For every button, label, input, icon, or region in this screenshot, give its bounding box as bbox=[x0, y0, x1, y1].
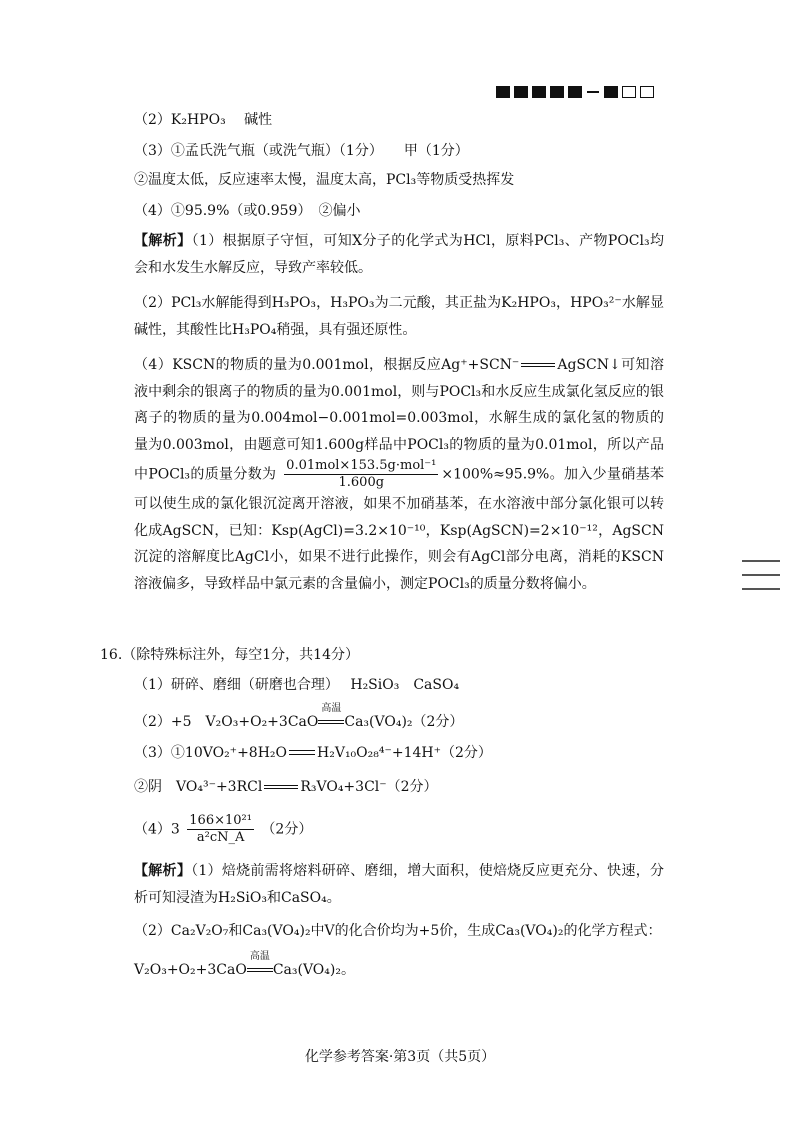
equation-left: （3）①10VO₂⁺+8H₂O bbox=[134, 745, 288, 761]
analysis-paragraph-4 bbox=[134, 858, 664, 911]
analysis-paragraph-3 bbox=[134, 352, 664, 597]
page-footer: 化学参考答案·第3页（共5页） bbox=[304, 1049, 496, 1065]
fraction-denominator: a²cN_A bbox=[196, 830, 245, 845]
fraction-numerator: 0.01mol×153.5g·mol⁻¹ bbox=[286, 458, 437, 473]
equation-right: Ca₃(VO₄)₂（2分） bbox=[344, 714, 464, 730]
header-square-open bbox=[622, 86, 636, 98]
condition-text: 高温 bbox=[321, 703, 342, 714]
q16-answer-4 bbox=[134, 777, 438, 797]
equation-line bbox=[134, 951, 355, 980]
mass-fraction bbox=[284, 458, 438, 491]
binding-line bbox=[742, 588, 780, 590]
q16-answer-5 bbox=[134, 813, 312, 846]
condition-text: 高温 bbox=[249, 951, 270, 962]
analysis-paragraph-2 bbox=[134, 290, 664, 343]
binding-line bbox=[742, 560, 780, 562]
header-marks bbox=[496, 86, 654, 98]
analysis-text: （1）焙烧前需将熔料研碎、磨细，增大面积，使焙烧反应更充分、快速，分析可知浸渣为H₂SiO₃和CaSO₄。 bbox=[134, 863, 665, 906]
header-square-filled bbox=[550, 86, 564, 98]
equation-right: R₃VO₄+3Cl⁻（2分） bbox=[300, 779, 438, 795]
analysis-paragraph-5 bbox=[134, 918, 664, 945]
reaction-condition bbox=[247, 951, 273, 980]
analysis-paragraph-1 bbox=[134, 228, 664, 281]
equation-left: （2）+5 V₂O₃+O₂+3CaO bbox=[134, 714, 319, 730]
answer-number: （4）3 bbox=[134, 821, 180, 838]
equals-sign bbox=[264, 785, 298, 789]
equation-left: ②阴 VO₄³⁻+3RCl bbox=[134, 779, 263, 795]
equals-sign bbox=[521, 363, 555, 367]
fraction-numerator: 166×10²¹ bbox=[189, 813, 252, 828]
answer-line-3: （3）①孟氏洗气瓶（或洗气瓶）（1分） 甲（1分） bbox=[134, 143, 469, 159]
answer-line-4: （4）①95.9%（或0.959） ②偏小 bbox=[134, 203, 361, 219]
analysis-text: （2）Ca₂V₂O₇和Ca₃(VO₄)₂中V的化合价均为+5价，生成Ca₃(VO₄)₂的化学方程式： bbox=[134, 923, 662, 939]
header-square-filled bbox=[532, 86, 546, 98]
score-note: （2分） bbox=[261, 821, 313, 838]
header-square-filled bbox=[514, 86, 528, 98]
fraction-denominator: 1.600g bbox=[338, 475, 385, 490]
answer-line-3b: ②温度太低，反应速率太慢，温度太高，PCl₃等物质受热挥发 bbox=[134, 172, 515, 188]
reaction-condition bbox=[318, 703, 344, 732]
binding-marks bbox=[742, 560, 780, 602]
analysis-text: （4）KSCN的物质的量为0.001mol，根据反应Ag⁺+SCN⁻ bbox=[134, 357, 520, 373]
header-square-open bbox=[640, 86, 654, 98]
answer-line-2: （2）K₂HPO₃ 碱性 bbox=[134, 112, 273, 128]
density-expression bbox=[187, 813, 254, 846]
header-square-filled bbox=[604, 86, 618, 98]
analysis-label: 【解析】 bbox=[134, 233, 192, 249]
q16-answer-3 bbox=[134, 743, 492, 763]
question-16-title: 16.（除特殊标注外，每空1分，共14分） bbox=[100, 647, 359, 663]
equation-right: Ca₃(VO₄)₂。 bbox=[272, 962, 355, 978]
q16-answer-2 bbox=[134, 703, 464, 732]
analysis-label: 【解析】 bbox=[134, 863, 192, 879]
equilibrium-arrow bbox=[289, 749, 315, 757]
equation-right: H₂V₁₀O₂₈⁴⁻+14H⁺（2分） bbox=[317, 745, 492, 761]
analysis-text: ×100%≈95.9%。加入少量硝基苯可以使生成的氯化银沉淀离开溶液，如果不加硝基苯，在水溶液中部分氯化银可以转化成AgSCN，已知：Ksp(AgCl)=3.2×10⁻¹⁰，Ksp(AgSCN)=2×10⁻¹²，AgSCN沉淀的溶解度比AgCl小，如果不进行此操作，则会有AgCl部分电离，消耗的KSCN溶液偏多，导致样品中氯元素的含量偏小，测定POCl₃的质量分数将偏小。 bbox=[134, 466, 665, 592]
q16-answer-1: （1）研碎、磨细（研磨也合理） H₂SiO₃ CaSO₄ bbox=[134, 677, 460, 693]
binding-line bbox=[742, 574, 780, 576]
analysis-text: AgSCN↓可知溶液中剩余的银离子的物质的量为0.001mol，则与POCl₃和水反应生成氯化氢反应的银离子的物质的量为0.004mol−0.001mol=0.003mol，水解生成的氯化氢的物质的量为0.003mol，由题意可知1.600g样品中POCl₃的物质的量为0.01mol，所以产品中POCl₃的质量分数为 bbox=[134, 357, 664, 483]
header-square-filled bbox=[496, 86, 510, 98]
header-square-line bbox=[586, 86, 600, 98]
analysis-text: （2）PCl₃水解能得到H₃PO₃，H₃PO₃为二元酸，其正盐为K₂HPO₃，HPO₃²⁻水解显碱性，其酸性比H₃PO₄稍强，具有强还原性。 bbox=[134, 295, 664, 338]
equation-left: V₂O₃+O₂+3CaO bbox=[134, 962, 247, 978]
header-square-filled bbox=[568, 86, 582, 98]
analysis-text: （1）根据原子守恒，可知X分子的化学式为HCl，原料PCl₃、产物POCl₃均会和水发生水解反应，导致产率较低。 bbox=[134, 233, 665, 276]
